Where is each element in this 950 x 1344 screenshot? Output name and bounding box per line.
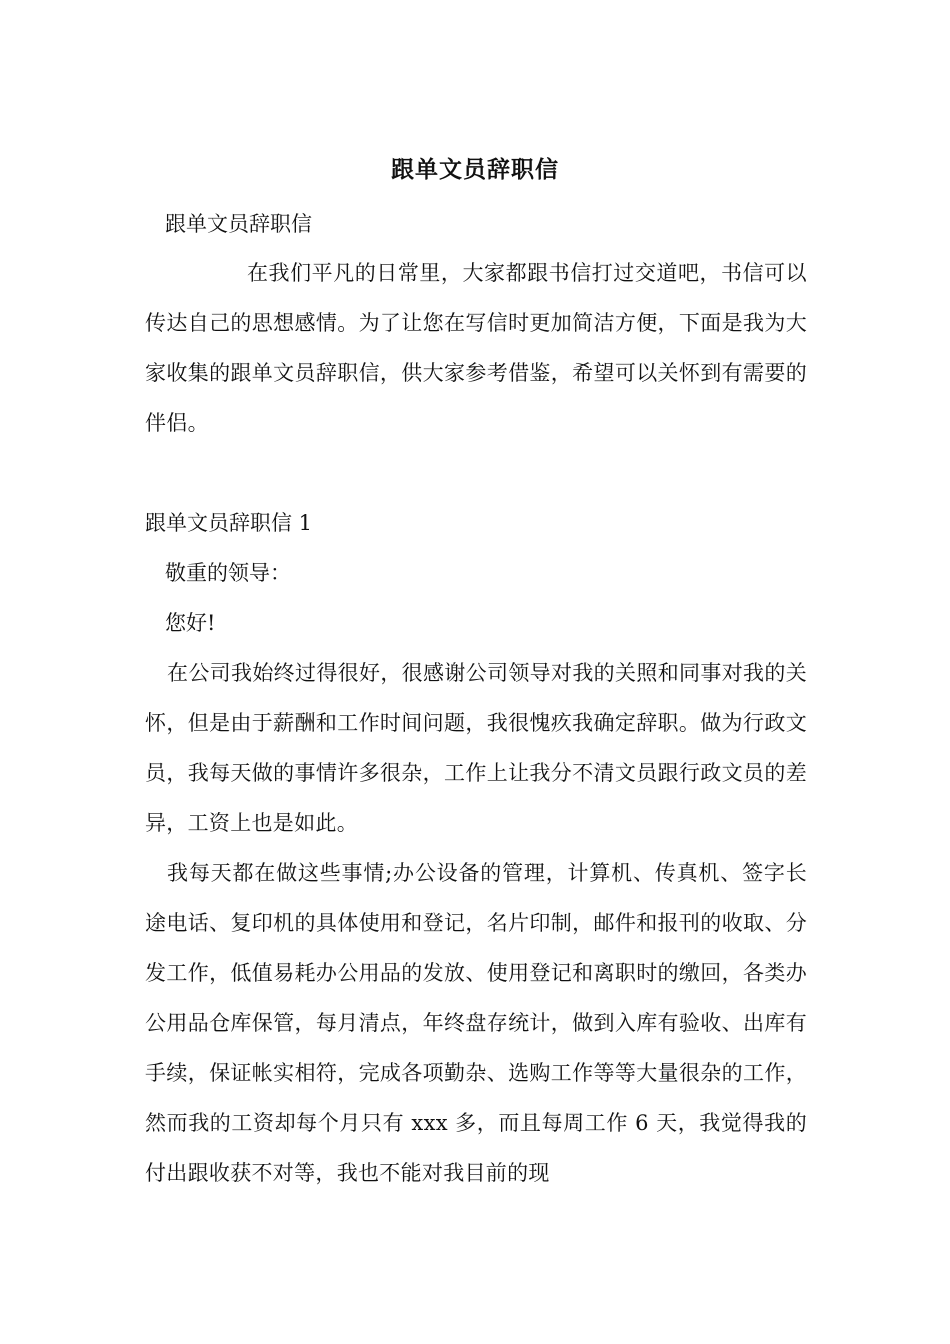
body-paragraph-1: 在公司我始终过得很好，很感谢公司领导对我的关照和同事对我的关怀，但是由于薪酬和工作时间问题，我很愧疚我确定辞职。做为行政文员，我每天做的事情许多很杂，工作上让我分不清文员跟行政文员的差异，工资上也是如此。 [145,661,807,835]
salutation: 敬重的领导： [165,561,291,585]
body-paragraph-2: 我每天都在做这些事情;办公设备的管理，计算机、传真机、签字长途电话、复印机的具体使用和登记，名片印制，邮件和报刊的收取、分发工作，低值易耗办公用品的发放、使用登记和离职时的缴回，各类办公用品仓库保管，每月清点，年终盘存统计，做到入库有验收、出库有手续，保证帐实相符，完成各项勤杂、选购工作等等大量很杂的工作，然而我的工资却每个月只有 xxx 多，而且每周工作 6 天，我觉得我的付出跟收获不对等，我也不能对我目前的现 [145,861,807,1185]
section-heading: 跟单文员辞职信 1 [145,511,313,535]
greeting: 您好! [165,611,216,635]
document-title: 跟单文员辞职信 [391,156,559,183]
document-subtitle: 跟单文员辞职信 [165,212,312,236]
intro-paragraph: 在我们平凡的日常里，大家都跟书信打过交道吧，书信可以传达自己的思想感情。为了让您在写信时更加简洁方便，下面是我为大家收集的跟单文员辞职信，供大家参考借鉴，希望可以关怀到有需要的伴侣。 [145,261,807,435]
